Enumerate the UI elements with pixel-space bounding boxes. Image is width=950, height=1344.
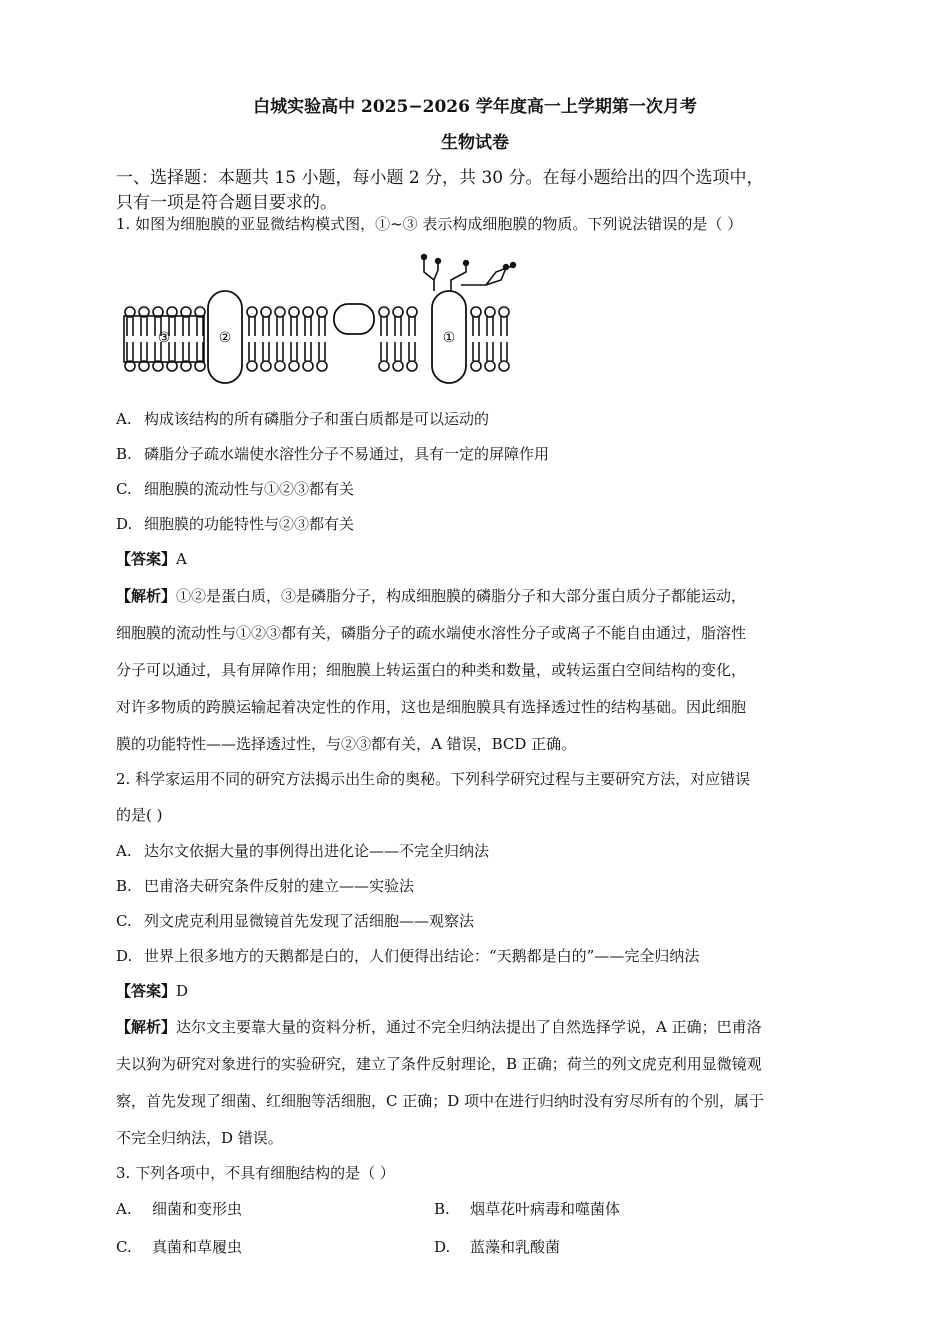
q1-option-c — [116, 478, 354, 499]
q2-option-a-text: 达尔文依据大量的事例得出进化论——不完全归纳法 — [144, 842, 490, 860]
q2-answer — [116, 980, 188, 1001]
q2-option-d-text: 世界上很多地方的天鹅都是白的，人们便得出结论：“天鹅都是白的”——完全归纳法 — [144, 947, 700, 965]
q3-option-a — [116, 1198, 242, 1219]
exam-title: 白城实验高中 2025−2026 学年度高一上学期第一次月考 — [253, 97, 697, 117]
phospholipid-head — [303, 307, 313, 317]
q1-option-a-text: 构成该结构的所有磷脂分子和蛋白质都是可以运动的 — [144, 410, 490, 428]
label-3: ③ — [157, 330, 171, 346]
label-2: ② — [218, 330, 232, 346]
q1-analysis-line5: 膜的功能特性——选择透过性，与②③都有关，A 错误，BCD 正确。 — [116, 735, 577, 753]
q2-option-c-letter: C. — [116, 912, 132, 930]
phospholipid-head — [407, 361, 417, 371]
q2-analysis-line1 — [116, 1016, 762, 1037]
q1-analysis-line4: 对许多物质的跨膜运输起着决定性的作用，这也是细胞膜具有选择透过性的结构基础。因此细胞 — [116, 698, 747, 716]
q2-answer-value: D — [176, 982, 189, 1000]
phospholipid-head — [275, 361, 285, 371]
q3-option-d-letter: D. — [434, 1238, 451, 1256]
phospholipid-head — [261, 361, 271, 371]
q2-option-a — [116, 840, 489, 861]
q3-option-d-text: 蓝藻和乳酸菌 — [470, 1238, 561, 1256]
q1-option-b-letter: B. — [116, 445, 132, 463]
q3-option-a-text: 细菌和变形虫 — [152, 1200, 243, 1218]
q1-option-d — [116, 513, 354, 534]
phospholipid-head — [393, 307, 403, 317]
q1-analysis-line2: 细胞膜的流动性与①②③都有关，磷脂分子的疏水端使水溶性分子或离子不能自由通过，脂溶性 — [116, 624, 747, 642]
q3-option-b-text: 烟草花叶病毒和噬菌体 — [470, 1200, 621, 1218]
q1-option-d-letter: D. — [116, 515, 133, 533]
q2-option-c-text: 列文虎克利用显微镜首先发现了活细胞——观察法 — [144, 912, 475, 930]
q3-option-b-letter: B. — [434, 1200, 450, 1218]
phospholipid-head — [317, 361, 327, 371]
q3-stem: 3. 下列各项中，不具有细胞结构的是（ ） — [116, 1164, 395, 1182]
phospholipid-head — [247, 307, 257, 317]
q1-stem: 1. 如图为细胞膜的亚显微结构模式图，①~③ 表示构成细胞膜的物质。下列说法错误的是（ ） — [116, 215, 743, 233]
section-heading-line1: 一、选择题：本题共 15 小题，每小题 2 分，共 30 分。在每小题给出的四个选项中， — [116, 168, 764, 188]
q1-option-d-text: 细胞膜的功能特性与②③都有关 — [144, 515, 355, 533]
q1-analysis-tag: 【解析】 — [116, 587, 177, 605]
q2-stem-line1: 2. 科学家运用不同的研究方法揭示出生命的奥秘。下列科学研究过程与主要研究方法，对应错误 — [116, 770, 751, 788]
phospholipid-head — [407, 307, 417, 317]
q2-option-d-letter: D. — [116, 947, 133, 965]
q3-option-c — [116, 1236, 242, 1257]
phospholipid-head — [289, 361, 299, 371]
q1-option-a-letter: A. — [116, 410, 132, 428]
q3-option-c-text: 真菌和草履虫 — [152, 1238, 243, 1256]
q1-analysis-line3: 分子可以通过，具有屏障作用；细胞膜上转运蛋白的种类和数量，或转运蛋白空间结构的变化， — [116, 661, 747, 679]
q3-option-d — [434, 1236, 560, 1257]
phospholipid-head — [485, 307, 495, 317]
phospholipid-head — [275, 307, 285, 317]
q1-option-c-text: 细胞膜的流动性与①②③都有关 — [144, 480, 355, 498]
q2-stem-line2: 的是( ) — [116, 806, 163, 824]
phospholipid-head — [485, 361, 495, 371]
q2-option-b — [116, 875, 414, 896]
q2-analysis-text1: 达尔文主要靠大量的资料分析，通过不完全归纳法提出了自然选择学说，A 正确；巴甫洛 — [176, 1018, 762, 1036]
q2-answer-tag: 【答案】 — [116, 982, 177, 1000]
phospholipid-head — [379, 307, 389, 317]
q1-option-c-letter: C. — [116, 480, 132, 498]
phospholipid-head — [317, 307, 327, 317]
phospholipid-head — [289, 307, 299, 317]
sugar-chain-dots — [421, 254, 516, 270]
q3-option-b — [434, 1198, 620, 1219]
q2-analysis-line4: 不完全归纳法，D 错误。 — [116, 1129, 283, 1147]
q2-analysis-line3: 察，首先发现了细菌、红细胞等活细胞，C 正确；D 项中在进行归纳时没有穷尽所有的个别，属于 — [116, 1092, 765, 1110]
q2-option-c — [116, 910, 474, 931]
q2-analysis-tag: 【解析】 — [116, 1018, 177, 1036]
q2-option-b-letter: B. — [116, 877, 132, 895]
phospholipid-head — [247, 361, 257, 371]
q2-option-a-letter: A. — [116, 842, 132, 860]
q2-analysis-line2: 夫以狗为研究对象进行的实验研究，建立了条件反射理论，B 正确；荷兰的列文虎克利用显微镜观 — [116, 1055, 762, 1073]
exam-subtitle: 生物试卷 — [441, 133, 509, 153]
phospholipid-head — [471, 307, 481, 317]
q1-analysis-line1 — [116, 585, 746, 606]
protein-peripheral — [334, 304, 374, 334]
q1-analysis-text1: ①②是蛋白质，③是磷脂分子，构成细胞膜的磷脂分子和大部分蛋白质分子都能运动， — [176, 587, 747, 605]
cell-membrane-figure — [116, 250, 526, 390]
phospholipid-head — [499, 307, 509, 317]
q3-option-c-letter: C. — [116, 1238, 132, 1256]
phospholipid-head — [499, 361, 509, 371]
q1-option-b — [116, 443, 549, 464]
phospholipid-head — [261, 307, 271, 317]
q1-answer-value: A — [176, 550, 187, 568]
phospholipid-head — [393, 361, 403, 371]
q1-option-b-text: 磷脂分子疏水端使水溶性分子不易通过，具有一定的屏障作用 — [144, 445, 550, 463]
section-heading-line2: 只有一项是符合题目要求的。 — [116, 193, 337, 213]
q1-option-a — [116, 408, 489, 429]
label-1: ① — [442, 330, 456, 346]
phospholipid-head — [471, 361, 481, 371]
q1-answer-tag: 【答案】 — [116, 550, 177, 568]
q2-option-b-text: 巴甫洛夫研究条件反射的建立——实验法 — [144, 877, 415, 895]
phospholipid-head — [303, 361, 313, 371]
q3-option-a-letter: A. — [116, 1200, 132, 1218]
q2-option-d — [116, 945, 699, 966]
q1-answer — [116, 548, 187, 569]
phospholipid-head — [379, 361, 389, 371]
